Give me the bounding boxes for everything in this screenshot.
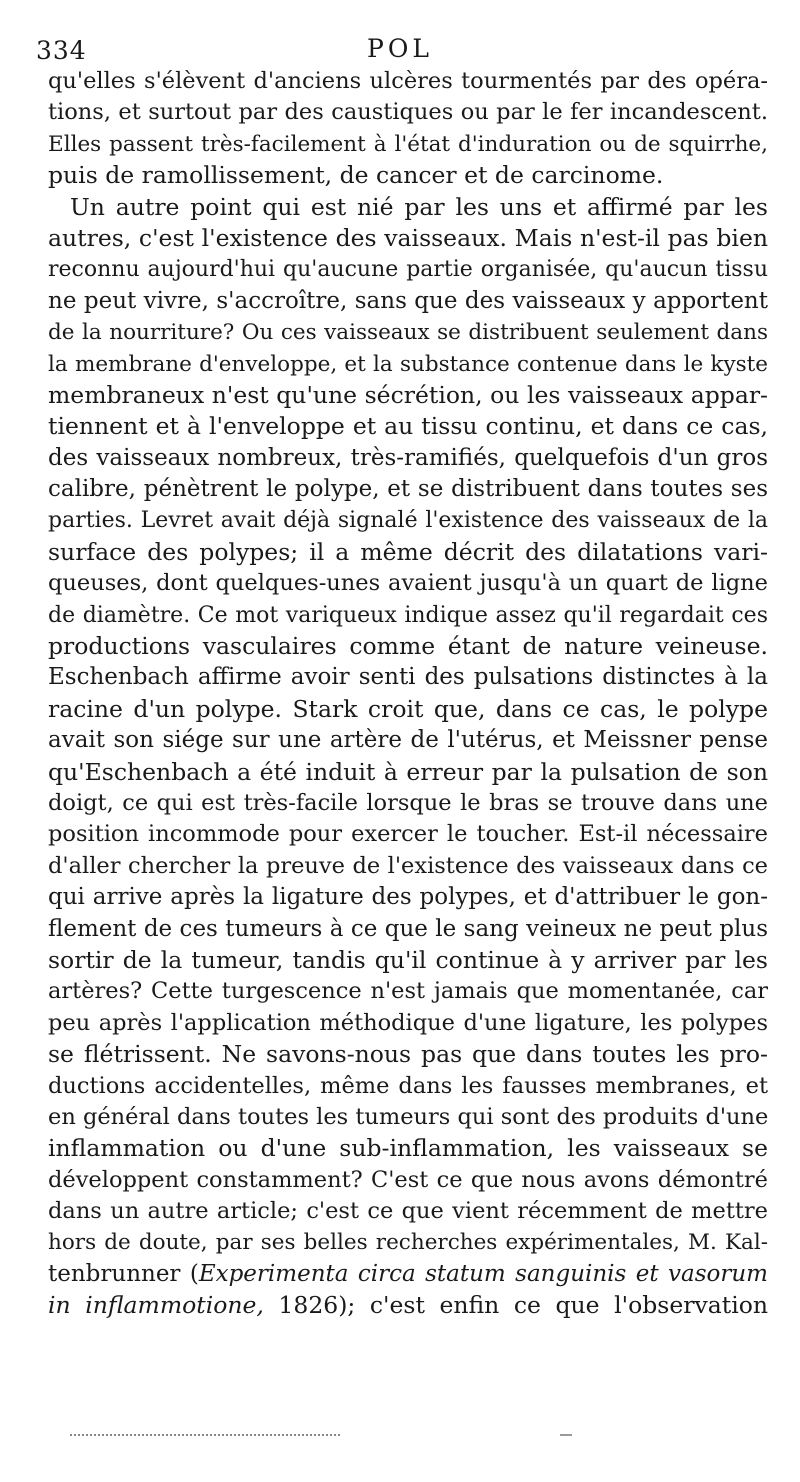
text-line (48, 819, 768, 850)
text-line (48, 1165, 768, 1196)
text-segment: position incommode pour exercer le toucher. Est-il nécessaire (48, 821, 768, 848)
text-segment: développent constamment? C'est ce que nous avons démontré (48, 1166, 768, 1193)
text-line (48, 757, 768, 788)
text-line (48, 474, 768, 505)
text-line (48, 349, 768, 380)
text-segment: qu'elles s'élèvent d'anciens ulcères tourmentés par des opéra- (48, 68, 768, 94)
text-line (48, 631, 768, 662)
text-segment: tenbrunner ( (48, 1260, 199, 1287)
text-line (48, 317, 768, 348)
text-segment: tions, et surtout par des caustiques ou par le fer incandescent. (48, 99, 768, 126)
text-segment: ductions accidentelles, même dans les fausses membranes, et (48, 1072, 768, 1099)
text-line (48, 882, 768, 913)
text-line (48, 443, 768, 474)
text-line (48, 600, 768, 631)
text-line (48, 1008, 768, 1039)
text-segment: autres, c'est l'existence des vaisseaux. Mais n'est-il pas bien (48, 223, 768, 252)
text-line (48, 97, 768, 128)
text-segment: peu après l'application méthodique d'une ligature, les polypes (48, 1009, 768, 1036)
text-line (48, 1196, 768, 1227)
text-segment: avait son siége sur une artère de l'utérus, et Meissner pense (48, 727, 768, 754)
text-segment: productions vasculaires comme étant de nature veineuse. (48, 632, 768, 661)
text-segment: surface des polypes; il a même décrit des dilatations vari- (48, 537, 768, 566)
text-line (48, 129, 768, 160)
text-segment: 1826); c'est enfin ce que l'observation (263, 1291, 768, 1320)
italic-text: Experimenta circa statum sanguinis et vasorum (198, 1260, 768, 1287)
text-line (48, 160, 768, 191)
text-segment: sortir de la tumeur, tandis qu'il continue à y arriver par les (48, 945, 768, 974)
text-line (48, 192, 768, 223)
text-segment: dans un autre article; c'est ce que vient récemment de mettre (48, 1198, 768, 1225)
text-line (48, 254, 768, 285)
text-segment: queuses, dont quelques-unes avaient jusqu'à un quart de ligne (48, 570, 768, 597)
text-segment: Eschenbach affirme avoir senti des pulsations distinctes à la (48, 664, 768, 691)
text-segment: flement de ces tumeurs à ce que le sang veineux ne peut plus (48, 915, 768, 942)
text-segment: membraneux n'est qu'une sécrétion, ou les vaisseaux appar- (48, 380, 768, 409)
text-segment: ne peut vivre, s'accroître, sans que des vaisseaux y apportent (48, 287, 768, 314)
text-line (48, 66, 768, 97)
text-line (48, 1259, 768, 1290)
text-segment: Elles passent très-facilement à l'état d'induration ou de squirrhe, (48, 131, 768, 157)
text-segment: artères? Cette turgescence n'est jamais que momentanée, car (48, 978, 768, 1005)
text-line (48, 694, 768, 725)
text-segment: en général dans toutes les tumeurs qui sont des produits d'une (48, 1103, 769, 1130)
text-line (48, 505, 768, 536)
text-segment: qui arrive après la ligature des polypes, et d'attribuer le gon- (48, 884, 768, 911)
text-line (48, 537, 768, 568)
text-segment: d'aller chercher la preuve de l'existence des vaisseaux dans ce (48, 852, 768, 879)
text-line (48, 851, 768, 882)
text-segment: puis de ramollissement, de cancer et de carcinome. (48, 161, 664, 190)
text-segment: reconnu aujourd'hui qu'aucune partie organisée, qu'aucun tissu (48, 257, 768, 283)
text-line (48, 788, 768, 819)
text-line (48, 914, 768, 945)
text-segment: de diamètre. Ce mot variqueux indique assez qu'il regardait ces (48, 602, 768, 628)
text-segment: la membrane d'enveloppe, et la substance contenue dans le kyste (48, 351, 768, 377)
text-line (48, 725, 768, 756)
text-segment: des vaisseaux nombreux, très-ramifiés, quelquefois d'un gros (48, 444, 768, 471)
text-line (48, 662, 768, 693)
text-line (48, 1133, 768, 1164)
text-segment: inflammation ou d'une sub-inflammation, les vaisseaux se (48, 1134, 768, 1163)
text-segment: de la nourriture? Ou ces vaisseaux se distribuent seulement dans (48, 320, 768, 346)
text-line (48, 1102, 768, 1133)
text-line (48, 1039, 768, 1070)
text-line (48, 976, 768, 1007)
text-segment: doigt, ce qui est très-facile lorsque le bras se trouve dans une (48, 789, 768, 816)
italic-text: in inflammotione, (48, 1291, 264, 1320)
text-segment: Un autre point qui est nié par les uns et affirmé par les (70, 192, 768, 221)
text-line (48, 380, 768, 411)
page-number: 334 (36, 36, 87, 65)
text-line (48, 1071, 768, 1102)
text-segment: hors de doute, par ses belles recherches expérimentales, M. Kal- (48, 1230, 768, 1256)
text-segment: tiennent et à l'enveloppe et au tissu continu, et dans ce cas, (48, 412, 768, 441)
text-line (48, 411, 768, 442)
running-head: POL (367, 34, 433, 63)
text-line (48, 223, 768, 254)
footer-mark (560, 1434, 572, 1436)
text-line (48, 286, 768, 317)
text-line (48, 945, 768, 976)
text-line (48, 1227, 768, 1258)
text-line (48, 568, 768, 599)
text-segment: parties. Levret avait déjà signalé l'existence des vaisseaux de la (48, 508, 768, 534)
text-segment: calibre, pénètrent le polype, et se distribuent dans toutes ses (48, 476, 768, 503)
text-segment: racine d'un polype. Stark croit que, dans ce cas, le polype (48, 694, 768, 723)
text-segment: se flétrissent. Ne savons-nous pas que dans toutes les pro- (48, 1040, 768, 1069)
body-text (48, 66, 768, 1322)
footer-rule (70, 1434, 340, 1436)
text-segment: qu'Eschenbach a été induit à erreur par la pulsation de son (48, 757, 768, 786)
text-line (48, 1290, 768, 1321)
